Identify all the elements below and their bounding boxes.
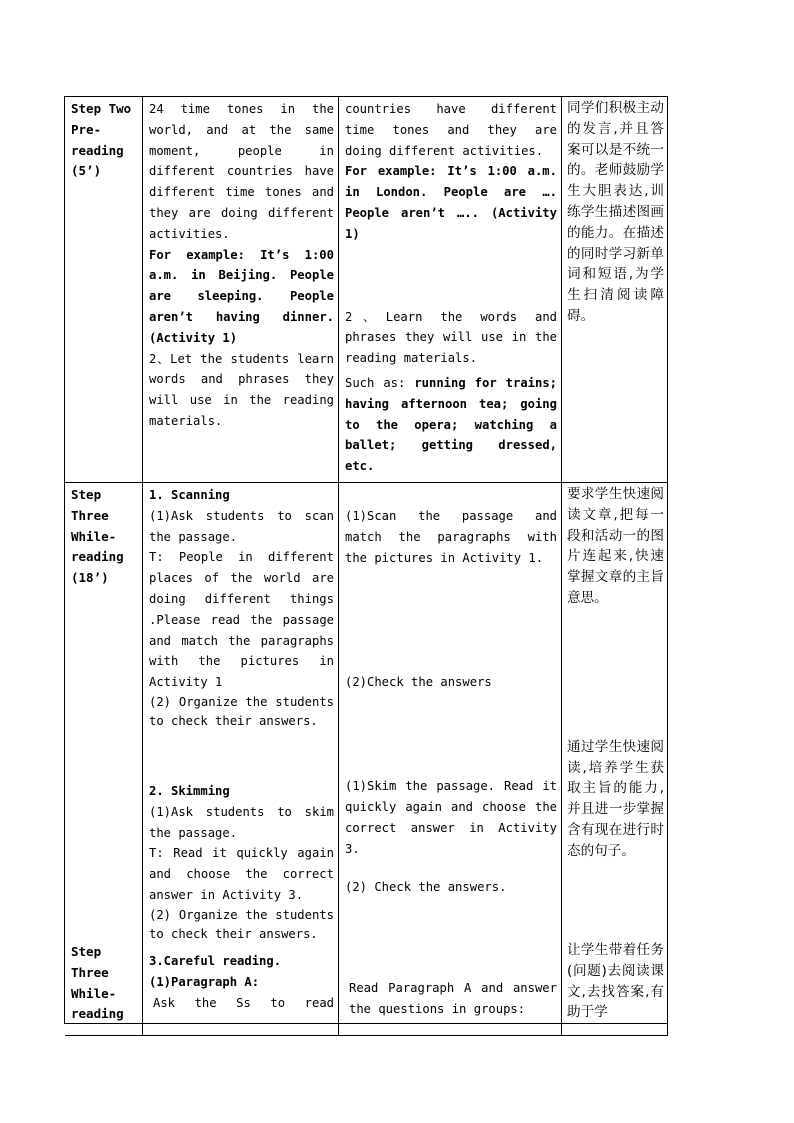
- skimming-title: 2. Skimming: [149, 783, 230, 798]
- skimming-step-2: (2) Organize the students to check their answers.: [149, 907, 334, 941]
- teacher-intro: 24 time tones in the world, and at the same moment, people in different countries have different time tones and they are doing different activities.: [149, 102, 334, 241]
- step-label: Step Three While- reading (18’): [71, 487, 124, 586]
- student-activity-cell: [339, 939, 562, 1023]
- teacher-activity-cell: [143, 97, 339, 482]
- student-skim-1: (1)Skim the passage. Read it quickly again and choose the correct answer in Activity 3.: [345, 779, 557, 856]
- paragraph-a-label: (1)Paragraph A:: [149, 974, 260, 989]
- scanning-step-1: (1)Ask students to scan the passage.: [149, 508, 334, 544]
- skimming-teacher-talk: T: Read it quickly again and choose the correct answer in Activity 3.: [149, 846, 334, 902]
- step-label: Step Three While- reading: [71, 944, 124, 1022]
- teacher-activity-cell: [143, 939, 339, 1023]
- student-scan-2: (2)Check the answers: [345, 675, 492, 690]
- step-cell: [65, 939, 143, 1023]
- scanning-step-2: (2) Organize the students to check their answers.: [149, 694, 334, 728]
- scanning-teacher-talk: T: People in different places of the world are doing different things .Please read the passage and match the paragraphs with the pictures in Activity 1: [149, 550, 334, 690]
- student-intro: countries have different time tones and they are doing different activities.: [345, 102, 557, 158]
- student-task-2: 2、Learn the words and phrases they will use in the reading materials.: [345, 309, 557, 366]
- scanning-title: 1. Scanning: [149, 488, 230, 502]
- step-cell: [65, 97, 143, 482]
- teacher-example: For example: It’s 1:00 a.m. in Beijing. People are sleeping. People aren’t having dinner. (Activity 1): [149, 247, 334, 345]
- student-activity-cell: [339, 97, 562, 482]
- such-as-items: running for trains; having afternoon tea; going to the opera; watching a ballet; getting dressed, etc.: [345, 375, 558, 474]
- purpose-text: 让学生带着任务(问题)去阅读课文,去找答案,有助于学: [567, 942, 664, 1021]
- student-skim-2: (2) Check the answers.: [345, 880, 507, 895]
- purpose-cell: [562, 939, 668, 1023]
- teacher-task-2: 2、Let the students learn words and phrases they will use in the reading materials.: [149, 351, 334, 428]
- purpose-text-1: 要求学生快速阅读文章,把每一段和活动一的图片连起来,快速掌握文章的主旨意思。: [567, 486, 664, 606]
- careful-reading-ask: Ask the Ss to read: [153, 995, 334, 1010]
- student-such-as: [345, 373, 557, 477]
- step-label: Step Two Pre- reading (5’): [71, 101, 132, 179]
- purpose-text-2: 通过学生快速阅读,培养学生获取主旨的能力,并且进一步掌握含有现在进行时态的句子。: [567, 738, 664, 859]
- lesson-plan-table: [64, 96, 668, 1023]
- table-row-step-three-careful: [65, 939, 668, 1024]
- such-as-label: Such as:: [345, 375, 406, 390]
- table-row-step-two: [65, 97, 668, 483]
- student-example: For example: It’s 1:00 a.m. in London. People are …. People aren’t ….. (Activity 1): [345, 164, 557, 241]
- student-scan-1: (1)Scan the passage and match the paragraphs with the pictures in Activity 1.: [345, 509, 557, 565]
- purpose-cell: [562, 97, 668, 482]
- careful-reading-title: 3.Careful reading.: [149, 954, 282, 968]
- purpose-text: 同学们积极主动的发言,并且答案可以是不统一的。老师鼓励学生大胆表达,训练学生描述图画的能力。在描述的同时学习新单词和短语,为学生扫清阅读障碍。: [567, 100, 664, 324]
- lesson-plan-table-continued: [64, 939, 668, 1024]
- student-careful-reading: Read Paragraph A and answer the questions in groups:: [349, 981, 557, 1016]
- skimming-step-1: (1)Ask students to skim the passage.: [149, 804, 334, 840]
